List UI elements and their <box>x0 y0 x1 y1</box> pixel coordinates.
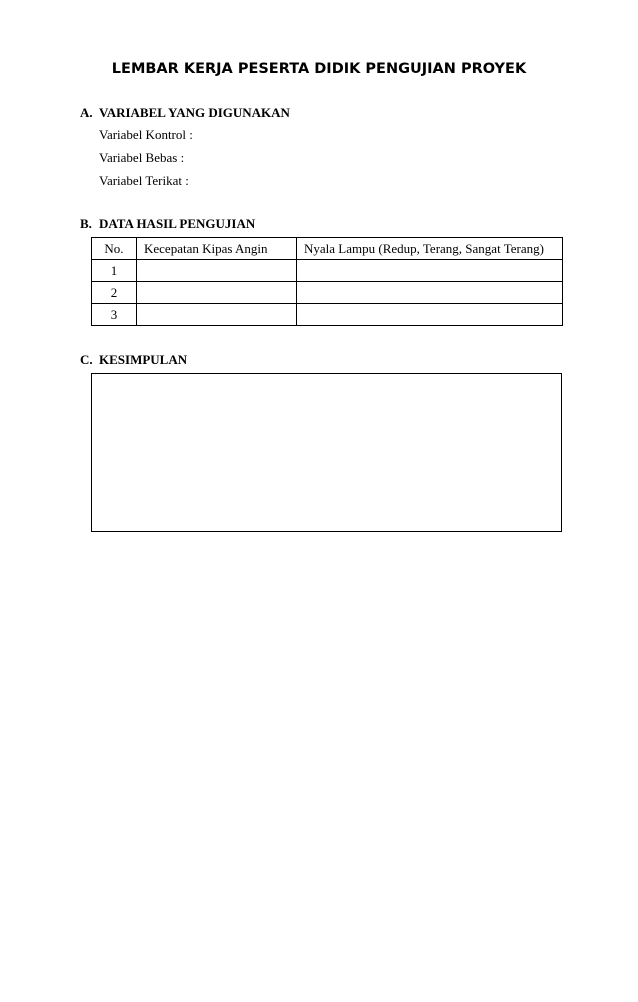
fan-speed-cell[interactable] <box>137 282 297 304</box>
table-header-row <box>92 238 563 260</box>
row-number: 1 <box>92 260 137 282</box>
section-c-letter: C. <box>80 352 93 367</box>
fan-speed-cell[interactable] <box>137 304 297 326</box>
header-no: No. <box>92 238 137 260</box>
table-row <box>92 282 563 304</box>
lamp-brightness-cell[interactable] <box>297 260 563 282</box>
section-a-letter: A. <box>80 105 93 120</box>
independent-variable-line: Variabel Bebas : <box>99 150 185 165</box>
section-b-letter: B. <box>80 216 92 231</box>
document-title: LEMBAR KERJA PESERTA DIDIK PENGUJIAN PROYEK <box>111 61 527 77</box>
section-c-title: KESIMPULAN <box>99 352 188 367</box>
section-a-title: VARIABEL YANG DIGUNAKAN <box>99 105 290 120</box>
conclusion-answer-box[interactable] <box>91 373 562 532</box>
lamp-brightness-cell[interactable] <box>297 304 563 326</box>
control-variable-line: Variabel Kontrol : <box>99 127 193 142</box>
section-b-heading <box>80 215 255 233</box>
header-fan-speed: Kecepatan Kipas Angin <box>137 238 297 260</box>
lamp-brightness-cell[interactable] <box>297 282 563 304</box>
fan-speed-cell[interactable] <box>137 260 297 282</box>
header-lamp-brightness: Nyala Lampu (Redup, Terang, Sangat Terang) <box>297 238 563 260</box>
section-b-title: DATA HASIL PENGUJIAN <box>99 216 256 231</box>
table-row <box>92 260 563 282</box>
row-number: 2 <box>92 282 137 304</box>
table-row <box>92 304 563 326</box>
dependent-variable-line: Variabel Terikat : <box>99 173 189 188</box>
row-number: 3 <box>92 304 137 326</box>
section-c-heading <box>80 351 187 369</box>
section-a-heading <box>80 104 290 122</box>
test-results-table <box>91 237 563 326</box>
